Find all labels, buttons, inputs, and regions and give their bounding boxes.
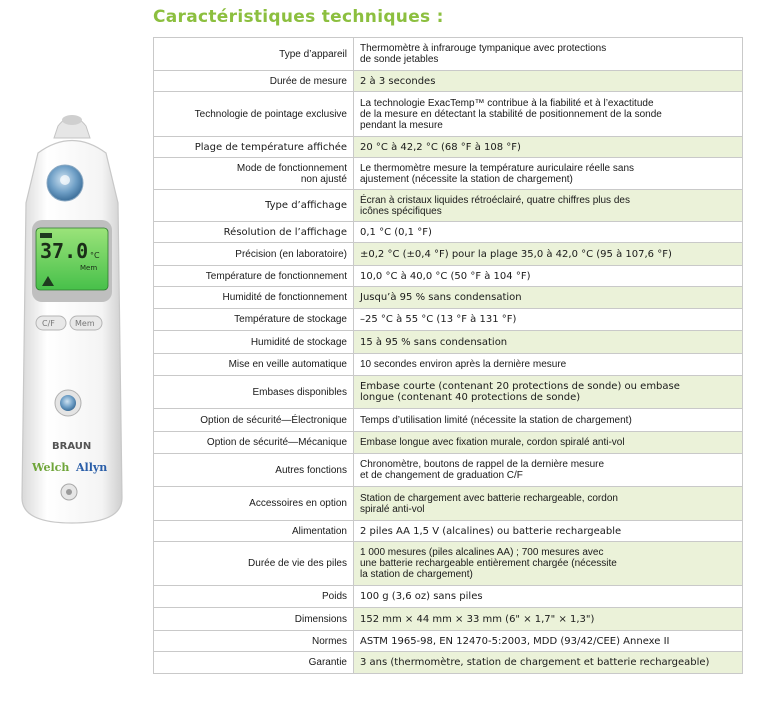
- table-row: [154, 331, 743, 354]
- spec-value: 2 à 3 secondes: [354, 71, 743, 92]
- spec-value: 2 piles AA 1,5 V (alcalines) ou batterie rechargeable: [354, 521, 743, 542]
- table-row: [154, 266, 743, 287]
- spec-value: 1 000 mesures (piles alcalines AA) ; 700 mesures avec une batterie rechargeable entièrement chargée (nécessite la station de chargement): [354, 542, 743, 586]
- spec-value: 15 à 95 % sans condensation: [354, 331, 743, 354]
- spec-label: Humidité de fonctionnement: [154, 287, 354, 309]
- svg-text:Mem: Mem: [75, 319, 95, 328]
- table-row: [154, 92, 743, 137]
- table-row: [154, 137, 743, 158]
- spec-value: 10 secondes environ après la dernière mesure: [354, 354, 743, 376]
- spec-label: Plage de température affichée: [154, 137, 354, 158]
- spec-label: Mode de fonctionnement non ajusté: [154, 158, 354, 190]
- spec-value: Embase longue avec fixation murale, cordon spiralé anti-vol: [354, 432, 743, 454]
- table-row: [154, 652, 743, 674]
- spec-value: 100 g (3,6 oz) sans piles: [354, 586, 743, 608]
- spec-label: Technologie de pointage exclusive: [154, 92, 354, 137]
- spec-label: Embases disponibles: [154, 376, 354, 409]
- spec-label: Autres fonctions: [154, 454, 354, 487]
- table-row: [154, 542, 743, 586]
- spec-label: Résolution de l’affichage: [154, 222, 354, 243]
- table-row: [154, 287, 743, 309]
- spec-value: ±0,2 °C (±0,4 °F) pour la plage 35,0 à 42,0 °C (95 à 107,6 °F): [354, 243, 743, 266]
- spec-label: Humidité de stockage: [154, 331, 354, 354]
- spec-label: Température de fonctionnement: [154, 266, 354, 287]
- spec-value: 10,0 °C à 40,0 °C (50 °F à 104 °F): [354, 266, 743, 287]
- spec-value: Le thermomètre mesure la température auriculaire réelle sans ajustement (nécessite la station de chargement): [354, 158, 743, 190]
- spec-label: Durée de vie des piles: [154, 542, 354, 586]
- spec-label: Accessoires en option: [154, 487, 354, 521]
- spec-label: Précision (en laboratoire): [154, 243, 354, 266]
- spec-table: [153, 37, 743, 674]
- spec-value: Embase courte (contenant 20 protections de sonde) ou embase longue (contenant 40 protections de sonde): [354, 376, 743, 409]
- table-row: [154, 309, 743, 331]
- spec-label: Normes: [154, 631, 354, 652]
- spec-value: 152 mm × 44 mm × 33 mm (6" × 1,7" × 1,3"): [354, 608, 743, 631]
- table-row: [154, 243, 743, 266]
- table-row: [154, 409, 743, 432]
- svg-text:Welch: Welch: [32, 461, 70, 474]
- table-row: [154, 376, 743, 409]
- svg-text:Mem: Mem: [80, 264, 98, 272]
- spec-value: La technologie ExacTemp™ contribue à la fiabilité et à l’exactitude de la mesure en détectant la stabilité de positionnement de la sonde pendant la mesure: [354, 92, 743, 137]
- table-row: [154, 432, 743, 454]
- spec-label: Option de sécurité—Mécanique: [154, 432, 354, 454]
- svg-text:BRAUN: BRAUN: [52, 441, 92, 452]
- spec-value: Chronomètre, boutons de rappel de la dernière mesure et de changement de graduation C/F: [354, 454, 743, 487]
- spec-label: Température de stockage: [154, 309, 354, 331]
- table-row: [154, 586, 743, 608]
- svg-text:37.0: 37.0: [40, 239, 89, 263]
- table-row: [154, 521, 743, 542]
- table-row: [154, 158, 743, 190]
- table-row: [154, 71, 743, 92]
- svg-text:C/F: C/F: [42, 319, 55, 328]
- table-row: [154, 608, 743, 631]
- table-row: [154, 631, 743, 652]
- spec-value: 3 ans (thermomètre, station de chargement et batterie rechargeable): [354, 652, 743, 674]
- spec-value: 0,1 °C (0,1 °F): [354, 222, 743, 243]
- battery-icon: [40, 233, 52, 238]
- page-title: Caractéristiques techniques :: [153, 7, 444, 27]
- spec-value: ASTM 1965-98, EN 12470-5:2003, MDD (93/42/CEE) Annexe II: [354, 631, 743, 652]
- spec-label: Poids: [154, 586, 354, 608]
- table-row: [154, 38, 743, 71]
- table-row: [154, 354, 743, 376]
- spec-value: Écran à cristaux liquides rétroéclairé, quatre chiffres plus des icônes spécifiques: [354, 190, 743, 222]
- spec-value: Thermomètre à infrarouge tympanique avec protections de sonde jetables: [354, 38, 743, 71]
- thermometer-illustration: [18, 108, 126, 528]
- spec-label: Garantie: [154, 652, 354, 674]
- svg-text:Allyn: Allyn: [76, 461, 108, 474]
- spec-label: Option de sécurité—Électronique: [154, 409, 354, 432]
- spec-label: Durée de mesure: [154, 71, 354, 92]
- table-row: [154, 487, 743, 521]
- spec-label: Alimentation: [154, 521, 354, 542]
- table-row: [154, 190, 743, 222]
- spec-value: Jusqu’à 95 % sans condensation: [354, 287, 743, 309]
- spec-value: Station de chargement avec batterie rechargeable, cordon spiralé anti-vol: [354, 487, 743, 521]
- svg-text:°C: °C: [90, 251, 100, 260]
- spec-label: Type d’appareil: [154, 38, 354, 71]
- spec-label: Mise en veille automatique: [154, 354, 354, 376]
- spec-value: –25 °C à 55 °C (13 °F à 131 °F): [354, 309, 743, 331]
- spec-value: 20 °C à 42,2 °C (68 °F à 108 °F): [354, 137, 743, 158]
- spec-value: Temps d’utilisation limité (nécessite la station de chargement): [354, 409, 743, 432]
- spec-label: Dimensions: [154, 608, 354, 631]
- table-row: [154, 454, 743, 487]
- table-row: [154, 222, 743, 243]
- spec-label: Type d’affichage: [154, 190, 354, 222]
